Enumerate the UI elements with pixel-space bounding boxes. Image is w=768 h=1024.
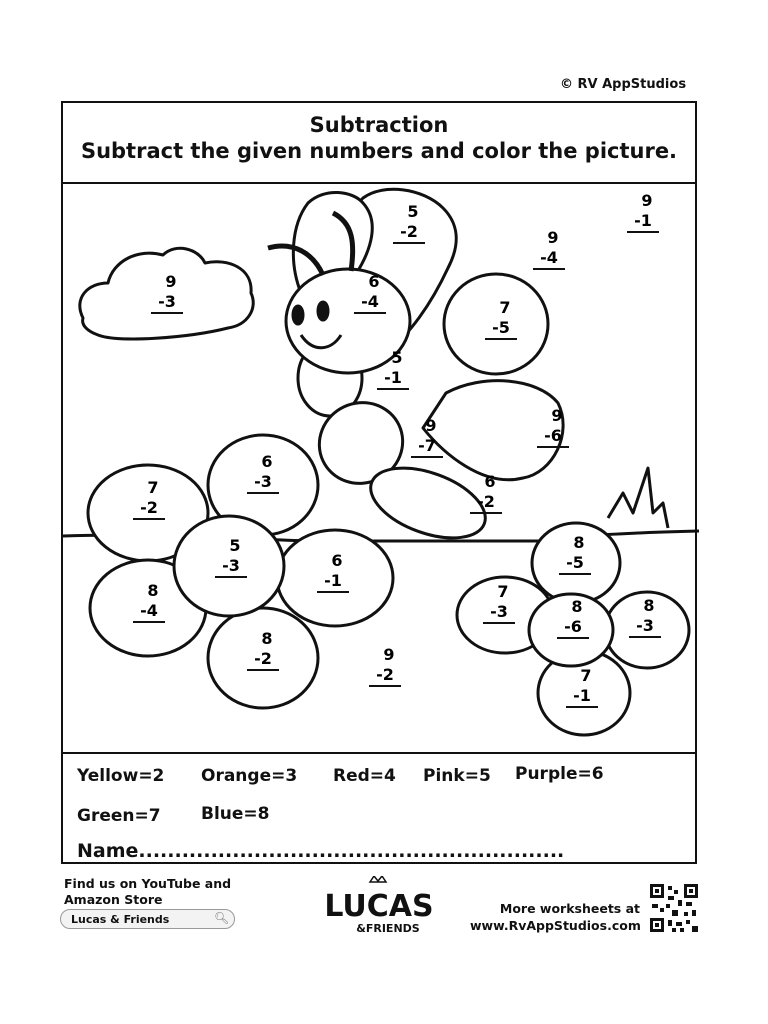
eye-left <box>293 306 303 324</box>
find-us-line-1: Find us on YouTube and <box>64 876 232 891</box>
problem-minuend: 7 <box>580 666 592 685</box>
search-box: Lucas & Friends <box>60 909 235 929</box>
qr-code-icon <box>650 884 698 932</box>
logo-main-text: LUCAS <box>324 889 434 924</box>
problem-subtrahend: -2 <box>400 222 418 241</box>
name-field: Name........................................................... <box>77 840 565 862</box>
more-line-2: www.RvAppStudios.com <box>470 918 641 933</box>
problem-minuend: 7 <box>497 582 509 601</box>
problem-minuend: 6 <box>331 551 343 570</box>
problem-minuend: 9 <box>383 645 395 664</box>
problem-minuend: 9 <box>165 272 177 291</box>
key-green: Green=7 <box>77 806 161 826</box>
coloring-picture <box>63 103 699 753</box>
problem-wing-right <box>533 228 565 269</box>
find-us-text <box>64 876 231 908</box>
more-line-1: More worksheets at <box>499 901 640 916</box>
key-red: Red=4 <box>333 766 396 786</box>
problem-subtrahend: -2 <box>376 665 394 684</box>
grass <box>608 468 668 528</box>
problem-subtrahend: -6 <box>544 426 562 445</box>
problem-minuend: 5 <box>229 536 241 555</box>
problem-minuend: 8 <box>261 629 273 648</box>
problem-minuend: 7 <box>499 298 511 317</box>
problem-minuend: 5 <box>391 348 403 367</box>
problem-subtrahend: -4 <box>140 601 158 620</box>
problem-subtrahend: -3 <box>490 602 508 621</box>
problem-sky <box>627 191 659 232</box>
key-purple: Purple=6 <box>515 764 604 784</box>
wing-lower <box>423 381 563 480</box>
problem-minuend: 8 <box>643 596 655 615</box>
problem-subtrahend: -4 <box>361 292 379 311</box>
problem-minuend: 5 <box>407 202 419 221</box>
problem-minuend: 9 <box>551 406 563 425</box>
problem-subtrahend: -2 <box>477 492 495 511</box>
problem-subtrahend: -3 <box>254 472 272 491</box>
problem-subtrahend: -7 <box>418 436 436 455</box>
problem-minuend: 6 <box>261 452 273 471</box>
problem-subtrahend: -6 <box>564 617 582 636</box>
problem-minuend: 9 <box>425 416 437 435</box>
worksheet-frame <box>61 101 697 864</box>
problem-subtrahend: -3 <box>158 292 176 311</box>
logo-sub-text: &FRIENDS <box>356 922 420 935</box>
problem-minuend: 6 <box>484 472 496 491</box>
worksheet-instructions: Subtract the given numbers and color the picture. <box>80 139 678 163</box>
problem-subtrahend: -1 <box>384 368 402 387</box>
crown-icon <box>370 876 386 882</box>
problem-minuend: 9 <box>641 191 653 210</box>
problem-subtrahend: -4 <box>540 248 558 267</box>
problem-subtrahend: -1 <box>324 571 342 590</box>
problem-subtrahend: -3 <box>222 556 240 575</box>
find-us-line-2: Amazon Store <box>64 892 163 907</box>
color-key <box>63 752 695 866</box>
eye-right <box>318 302 328 320</box>
problem-subtrahend: -2 <box>254 649 272 668</box>
search-icon: 🔍︎ <box>214 911 230 925</box>
problem-minuend: 9 <box>547 228 559 247</box>
key-orange: Orange=3 <box>201 766 298 786</box>
problem-minuend: 6 <box>368 272 380 291</box>
lucas-friends-logo <box>320 876 438 936</box>
more-worksheets-text <box>470 900 640 934</box>
worksheet-title: Subtraction <box>309 113 449 137</box>
problem-minuend: 8 <box>571 597 583 616</box>
problem-ground <box>369 645 401 686</box>
problem-subtrahend: -5 <box>566 553 584 572</box>
problem-minuend: 8 <box>147 581 159 600</box>
key-pink: Pink=5 <box>423 766 491 786</box>
problem-minuend: 7 <box>147 478 159 497</box>
problem-subtrahend: -2 <box>140 498 158 517</box>
problem-subtrahend: -1 <box>573 686 591 705</box>
problem-subtrahend: -3 <box>636 616 654 635</box>
key-blue: Blue=8 <box>201 804 270 824</box>
copyright-notice: © RV AppStudios <box>560 77 687 92</box>
key-yellow: Yellow=2 <box>77 766 165 786</box>
problem-minuend: 8 <box>573 533 585 552</box>
problem-subtrahend: -5 <box>492 318 510 337</box>
problem-subtrahend: -1 <box>634 211 652 230</box>
